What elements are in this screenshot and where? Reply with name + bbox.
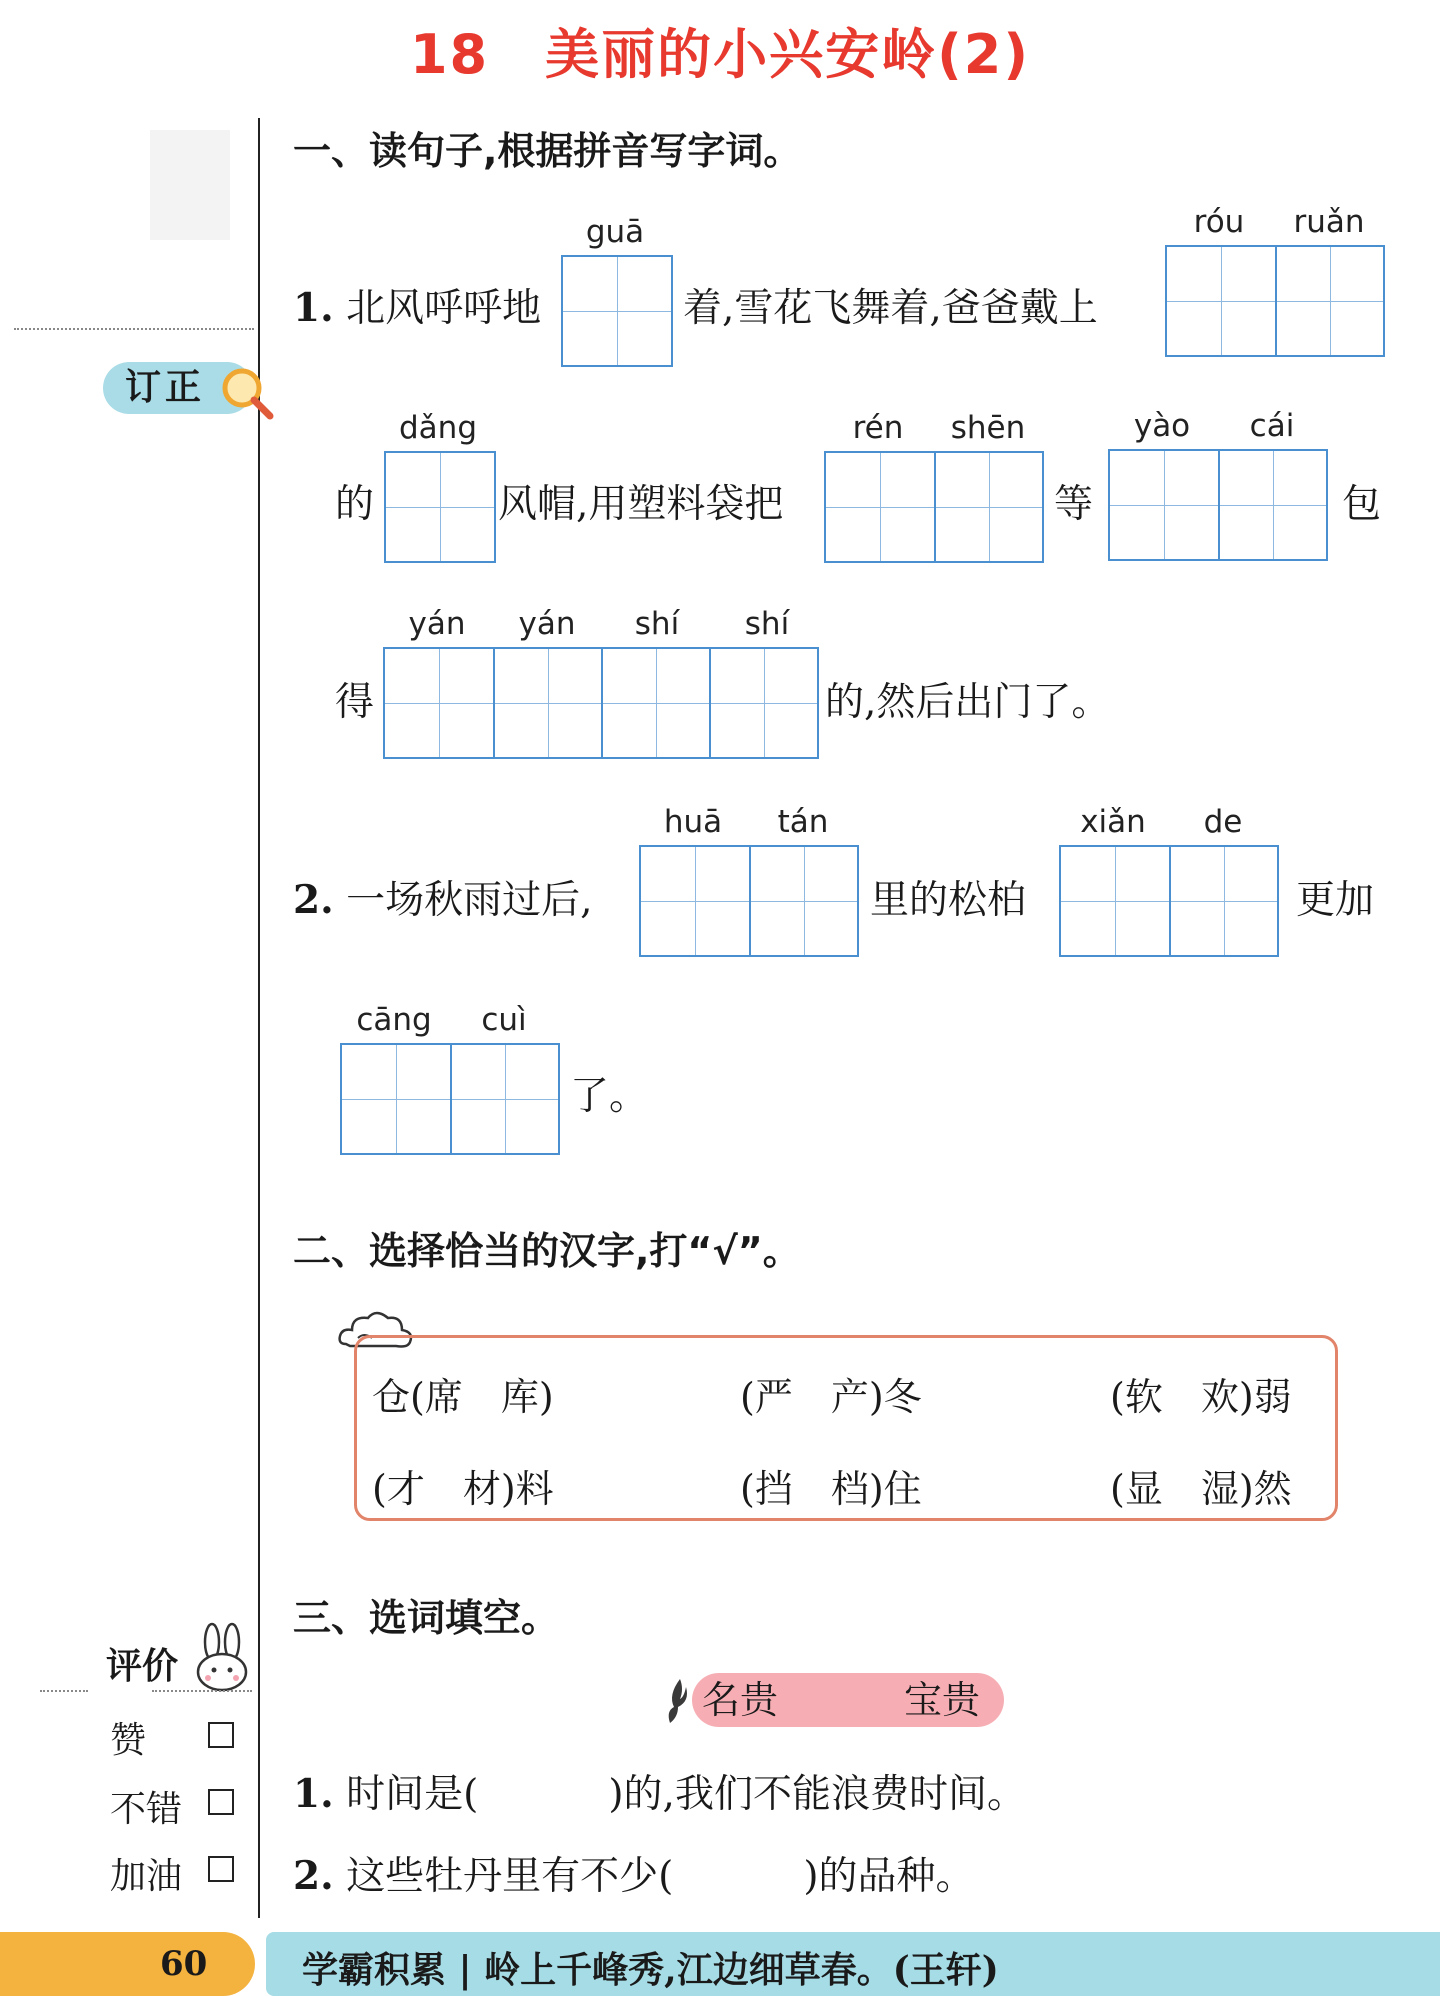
s3-q2: 2. 这些牡丹里有不少( )的品种。 [293, 1853, 975, 1899]
answer-cell[interactable] [1061, 847, 1169, 955]
pinyin-dang: dǎng [399, 410, 477, 446]
pinyin-yan2: yán [518, 606, 576, 642]
rating-dotted-line [152, 1690, 252, 1692]
answer-cell[interactable] [386, 453, 494, 561]
answer-cell[interactable] [749, 847, 857, 955]
choice-item[interactable]: (严 产)冬 [740, 1375, 922, 1419]
answer-cell[interactable] [450, 1045, 558, 1153]
word-bank [692, 1673, 1004, 1727]
rating-option-label: 不错 [110, 1789, 183, 1830]
pinyin-shen: shēn [950, 410, 1026, 446]
pinyin-shi2: shí [744, 606, 790, 642]
daily-quote: 学霸积累 | 岭上千峰秀,江边细草春。(王轩) [302, 1949, 999, 1991]
answer-cell[interactable] [826, 453, 934, 561]
rating-dotted-line [40, 1690, 88, 1692]
answer-cell[interactable] [563, 257, 671, 365]
q2-line2-end: 了。 [570, 1074, 649, 1119]
rating-option-label: 加油 [110, 1856, 183, 1897]
margin-faded-box [150, 130, 230, 240]
rating-option-label: 赞 [110, 1720, 147, 1761]
pinyin-ren: rén [852, 410, 904, 446]
page-number-band [0, 1932, 255, 1996]
choice-item[interactable]: (软 欢)弱 [1110, 1375, 1292, 1419]
rating-checkbox[interactable] [208, 1722, 234, 1748]
pinyin-cui: cuì [481, 1002, 527, 1038]
pinyin-cai: cái [1249, 408, 1295, 444]
choice-item[interactable]: (才 材)料 [372, 1467, 554, 1511]
answer-cell[interactable] [342, 1045, 450, 1153]
pinyin-cang: cāng [356, 1002, 432, 1038]
pinyin-shi1: shí [634, 606, 680, 642]
answer-grid-yaocai[interactable] [1108, 449, 1328, 561]
choice-item[interactable]: (显 湿)然 [1110, 1467, 1292, 1511]
rating-checkbox[interactable] [208, 1789, 234, 1815]
answer-cell[interactable] [1169, 847, 1277, 955]
q2-line1-start: 2. 一场秋雨过后, [293, 877, 593, 923]
answer-grid-dang[interactable] [384, 451, 496, 563]
quote-band [266, 1932, 1440, 1996]
margin-dotted-line [14, 328, 254, 330]
answer-cell[interactable] [709, 649, 817, 757]
answer-grid-cangcui[interactable] [340, 1043, 560, 1155]
answer-grid-xiande[interactable] [1059, 845, 1279, 957]
answer-cell[interactable] [1110, 451, 1218, 559]
bunny-icon [188, 1622, 258, 1698]
q1-line2-end: 包 [1342, 482, 1382, 527]
pinyin-tan: tán [777, 804, 829, 840]
q1-line1-middle: 着,雪花飞舞着,爸爸戴上 [683, 286, 1098, 331]
answer-grid-rouruan[interactable] [1165, 245, 1385, 357]
leaf-icon [664, 1677, 694, 1739]
pinyin-de: de [1203, 804, 1243, 840]
section3-heading: 三、选词填空。 [293, 1596, 560, 1640]
correction-tag: 订正 [103, 362, 253, 414]
q2-line1-end: 更加 [1296, 878, 1375, 923]
pinyin-ruan: ruǎn [1293, 204, 1365, 240]
answer-cell[interactable] [1218, 451, 1326, 559]
q1-line2-start: 的 [335, 482, 375, 527]
choice-item[interactable]: (挡 档)住 [740, 1467, 922, 1511]
q1-line3-start: 得 [335, 680, 375, 725]
answer-grid-huatan[interactable] [639, 845, 859, 957]
q1-line3-end: 的,然后出门了。 [825, 680, 1111, 725]
answer-grid-renshen[interactable] [824, 451, 1044, 563]
answer-cell[interactable] [601, 649, 709, 757]
pinyin-yao: yào [1133, 408, 1191, 444]
page-title [0, 12, 1440, 89]
pinyin-rou: róu [1193, 204, 1245, 240]
lesson-number: 18 [409, 23, 490, 86]
section2-heading: 二、选择恰当的汉字,打“√”。 [293, 1229, 801, 1273]
s3-q1: 1. 时间是( )的,我们不能浪费时间。 [293, 1771, 1026, 1817]
section1-heading: 一、读句子,根据拼音写字词。 [293, 129, 802, 173]
pinyin-yan1: yán [408, 606, 466, 642]
rating-checkbox[interactable] [208, 1856, 234, 1882]
word-option: 宝贵 [904, 1678, 981, 1722]
answer-grid-yanyanshishi[interactable] [383, 647, 819, 759]
lesson-title: 美丽的小兴安岭(2) [545, 23, 1031, 86]
q2-line1-middle: 里的松柏 [870, 878, 1027, 923]
answer-cell[interactable] [385, 649, 493, 757]
page-number: 60 [160, 1944, 208, 1984]
pinyin-xian: xiǎn [1080, 804, 1146, 840]
q1-line2-middle: 风帽,用塑料袋把 [498, 482, 784, 527]
pinyin-hua: huā [663, 804, 723, 840]
answer-cell[interactable] [1275, 247, 1383, 355]
word-option: 名贵 [702, 1678, 779, 1722]
answer-cell[interactable] [1167, 247, 1275, 355]
answer-cell[interactable] [934, 453, 1042, 561]
magnifier-icon [218, 364, 278, 428]
rating-title: 评价 [106, 1646, 179, 1687]
answer-cell[interactable] [641, 847, 749, 955]
answer-cell[interactable] [493, 649, 601, 757]
pinyin-gua: guā [585, 214, 645, 250]
answer-grid-gua[interactable] [561, 255, 673, 367]
q1-line1-start: 1. 北风呼呼地 [293, 285, 542, 331]
q1-line2-deng: 等 [1054, 482, 1094, 527]
choice-item[interactable]: 仓(席 库) [372, 1375, 554, 1419]
